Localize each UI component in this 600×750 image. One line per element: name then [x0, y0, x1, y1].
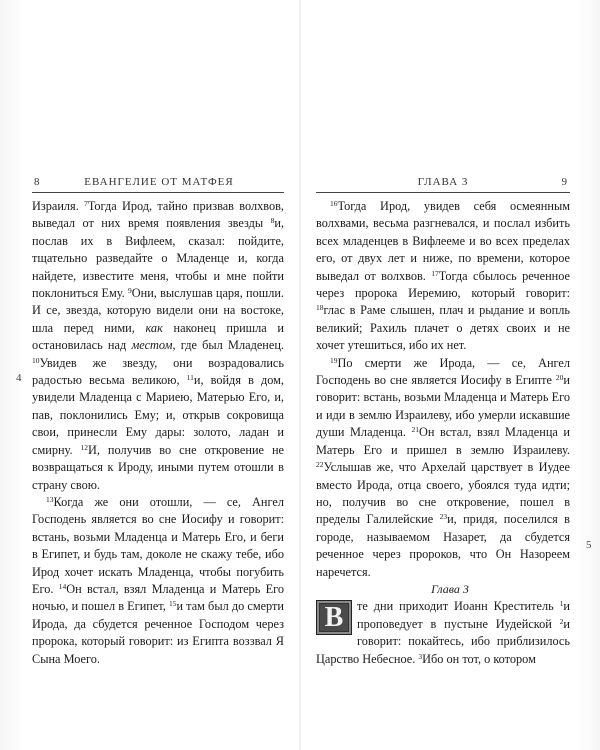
book-gutter [299, 0, 301, 750]
left-page [0, 0, 298, 750]
text-run: Тогда Ирод, увидев себя осмеянным волхвами, весьма разгневался, и послал избить всех младенцев в Вифлееме и во всех пределах его, от двух лет и ниже, по времени, которое выведал от волхвов. [316, 199, 570, 283]
verse-number: 17 [431, 268, 439, 278]
right-paragraph-1 [316, 198, 570, 355]
right-running-header [318, 176, 568, 192]
right-running-title: ГЛАВА 3 [417, 176, 469, 188]
text-run: наконец пришла и остановилась над [32, 320, 284, 353]
verse-number: 19 [330, 355, 338, 365]
verse-number: 9 [128, 286, 132, 296]
right-paragraph-2 [316, 355, 570, 581]
left-paragraph-1 [32, 198, 284, 494]
text-run: глас в Раме слышен, плач и рыдание и вопль великий; Рахиль плачет о детях своих и не хочет утешиться, ибо их нет. [316, 303, 570, 353]
left-running-title: ЕВАНГЕЛИЕ ОТ МАТФЕЯ [84, 176, 234, 188]
verse-number: 23 [439, 512, 448, 522]
verse-number: 7 [84, 199, 88, 208]
verse-number: 11 [186, 373, 194, 383]
chapter-heading: Глава 3 [431, 581, 469, 596]
verse-number: 21 [411, 425, 419, 435]
text-run: И, получив во сне откровение не возвращаться к Ироду, иными путем отошли в страну свою. [32, 442, 284, 492]
italic-word: местом [131, 338, 173, 353]
italic-word: как [145, 320, 163, 335]
text-run: , где был Младенец. [172, 338, 284, 353]
text-run: и проповедует в пустыне Иудейской [357, 599, 570, 631]
left-paragraph-2 [32, 494, 284, 668]
drop-cap: В [316, 600, 352, 635]
verse-number: 20 [555, 373, 564, 383]
text-run: Они, выслушав царя, пошли. И се, звезда, которую видели они на востоке, шла перед ними, [32, 286, 284, 335]
right-page-number: 9 [561, 176, 568, 188]
left-header-rule [32, 192, 284, 193]
text-run: Израиля. [32, 199, 85, 213]
text-run: Он встал, взял Младенца и Матерь Его и пришел в землю Израилеву. [316, 425, 570, 457]
right-margin-number: 5 [586, 539, 592, 551]
verse-number: 18 [316, 303, 324, 313]
verse-number: 2 [559, 616, 564, 626]
verse-number: 12 [80, 442, 88, 452]
text-run: Когда же они отошли, — се, Ангел Господень является во сне Иосифу и говорит: встань, возьми Младенца и Матерь Его, и беги в Египет, и будь там, доколе не скажу тебе, ибо Ирод хочет искать Младенца, чтобы погубить Его. [32, 494, 284, 596]
text-run: Он встал, взял Младенца и Матерь Его ночью, и пошел в Египет, [32, 581, 285, 614]
text-run: и, придя, поселился в городе, называемом Назарет, да сбудется реченное через пророков, что Он Назореем наречется. [316, 512, 570, 579]
text-run: Тогда сбылось реченное через пророка Иеремию, который говорит: [316, 268, 570, 301]
verse-number: 1 [559, 599, 564, 609]
left-margin-number: 4 [16, 372, 22, 384]
text-run: и там был до смерти Ирода, да сбудется реченное Господом через пророка, который говорит: из Египта воззвал Я Сына Моего. [32, 599, 285, 666]
verse-number: 10 [32, 355, 40, 365]
left-page-number: 8 [34, 176, 41, 188]
left-body-text [32, 198, 284, 668]
text-run: и говорит: покайтесь, ибо приблизилось Царство Небесное. [316, 616, 570, 666]
right-header-rule [316, 192, 570, 193]
verse-number: 8 [270, 216, 275, 226]
text-run: Ибо он тот, о котором [422, 651, 536, 666]
verse-number: 13 [46, 494, 54, 504]
verse-number: 14 [58, 581, 67, 591]
text-run: Услышав же, что Архелай царствует в Иудее вместо Ирода, отца своего, убоялся туда идти; но, получив во сне откровение, пошел в пределы Галилейские [316, 460, 570, 527]
text-run: и, послав их в Вифлеем, сказал: пойдите, тщательно разведайте о Младенце и, когда найдете, известите меня, чтобы и мне пойти поклониться Ему. [32, 216, 284, 301]
text-run: По смерти же Ирода, — се, Ангел Господень во сне является Иосифу в Египте [316, 355, 570, 388]
verse-number: 16 [330, 199, 338, 208]
verse-number: 22 [316, 460, 324, 470]
text-run: Увидев же звезду, они возрадовались радостью весьма великою, [32, 355, 284, 388]
verse-number: 15 [168, 599, 177, 609]
text-run: Тогда Ирод, тайно призвав волхвов, выведал от них время появления звезды [32, 199, 284, 231]
right-page [302, 0, 600, 750]
text-run: те дни приходит Иоанн Креститель [357, 599, 560, 614]
text-run: и, войдя в дом, увидели Младенца с Мариею, Матерью Его, и, пав, поклонились Ему; и, открыв сокровища свои, принесли Ему дары: золото, ладан и смирну. [32, 373, 284, 457]
right-paragraph-3 [316, 598, 570, 668]
left-running-header [34, 176, 284, 192]
text-run: и говорит: встань, возьми Младенца и Матерь Его и иди в землю Израилеву, ибо умерли искавшие души Младенца. [316, 373, 570, 440]
right-body-text [316, 198, 570, 668]
verse-number: 3 [418, 651, 423, 661]
